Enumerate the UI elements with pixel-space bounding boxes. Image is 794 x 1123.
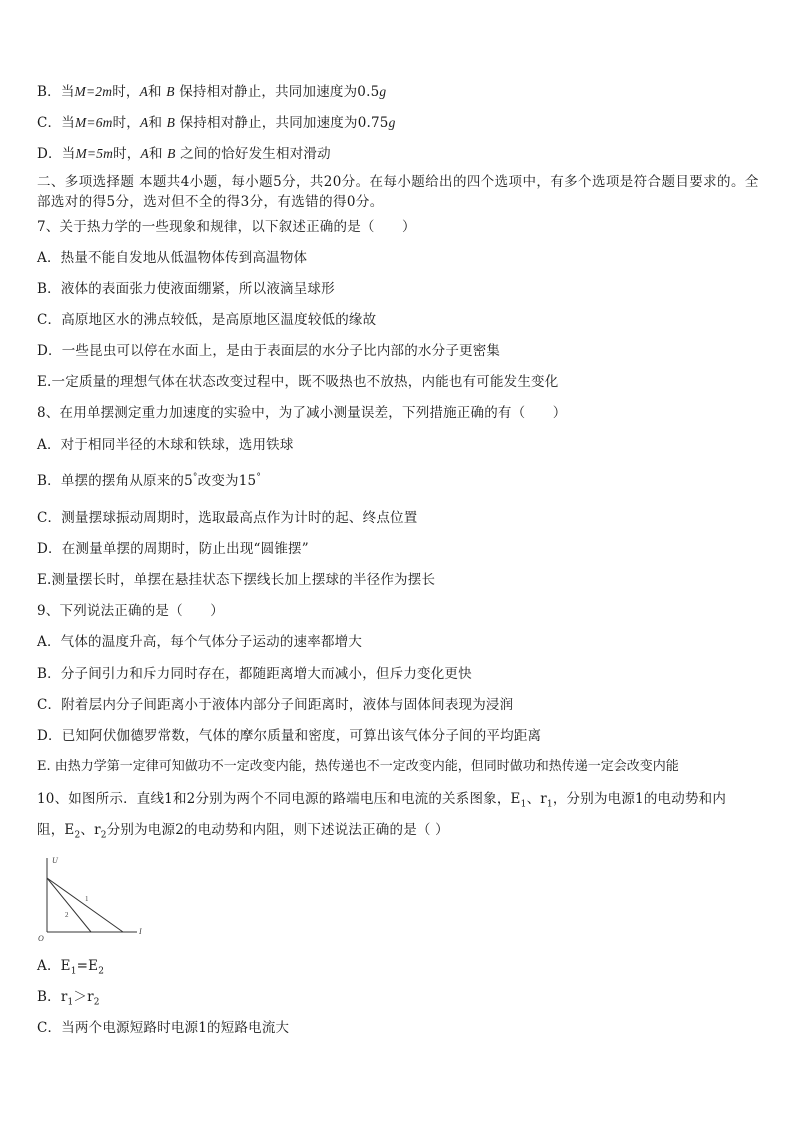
q8-option-a: A．对于相同半径的木球和铁球，选用铁球 — [37, 437, 294, 453]
q10-stem-line1: 10、如图所示．直线1和2分别为两个不同电源的路端电压和电流的关系图象，$E_1$、$r_1$，分别为电源1的电动势和内 — [37, 791, 727, 810]
q7-option-a: A．热量不能自发地从低温物体传到高温物体 — [37, 250, 308, 266]
q6-option-b: B．当M=2m时，A和 B 保持相对静止，共同加速度为0.5g — [37, 84, 387, 100]
q7-option-b: B．液体的表面张力使液面绷紧，所以液滴呈球形 — [37, 281, 335, 297]
x-axis-label: I — [139, 927, 142, 936]
q6-option-d: D．当M=5m时，A和 B 之间的恰好发生相对滑动 — [37, 146, 331, 162]
q8-option-c: C．测量摆球振动周期时，选取最高点作为计时的起、终点位置 — [37, 510, 418, 526]
q10-option-b: B．$r_1>r_2$ — [37, 989, 100, 1008]
q10-option-c: C．当两个电源短路时电源1的短路电流大 — [37, 1020, 290, 1036]
u-i-graph — [37, 852, 147, 944]
section-2-instructions: 二、多项选择题 本题共4小题，每小题5分，共20分。在每小题给出的四个选项中，有多个选项是符合题目要求的。全部选对的得5分，选对但不全的得3分，有选错的得0分。 — [37, 174, 759, 210]
q8-stem: 8、在用单摆测定重力加速度的实验中，为了减小测量误差，下列措施正确的有（ ） — [37, 405, 567, 421]
q7-stem: 7、关于热力学的一些现象和规律，以下叙述正确的是（ ） — [37, 219, 416, 235]
q10-stem-line2: 阻，$E_2$、$r_2$分别为电源2的电动势和内阻，则下述说法正确的是（ ） — [37, 822, 449, 841]
q9-option-d: D．已知阿伏伽德罗常数，气体的摩尔质量和密度，可算出该气体分子间的平均距离 — [37, 728, 542, 744]
q8-option-b: B．单摆的摆角从原来的5°改变为15° — [37, 472, 262, 489]
q9-option-a: A．气体的温度升高，每个气体分子运动的速率都增大 — [37, 634, 363, 650]
q9-option-e: E. 由热力学第一定律可知做功不一定改变内能，热传递也不一定改变内能，但同时做功和热传递一定会改变内能 — [37, 759, 679, 774]
q7-option-c: C．高原地区水的沸点较低，是高原地区温度较低的缘故 — [37, 312, 377, 328]
q9-option-c: C．附着层内分子间距离小于液体内部分子间距离时，液体与固体间表现为浸润 — [37, 697, 514, 713]
q6-option-c: C．当M=6m时，A和 B 保持相对静止，共同加速度为0.75g — [37, 115, 396, 131]
line-2-label: 2 — [65, 911, 69, 919]
line-1-label: 1 — [85, 895, 89, 903]
q8-option-e: E.测量摆长时，单摆在悬挂状态下摆线长加上摆球的半径作为摆长 — [37, 572, 436, 588]
q9-option-b: B．分子间引力和斥力同时存在，都随距离增大而减小，但斥力变化更快 — [37, 666, 472, 682]
q10-option-a: A．$E_1=E_2$ — [37, 958, 105, 977]
q7-option-d: D．一些昆虫可以停在水面上，是由于表面层的水分子比内部的水分子更密集 — [37, 343, 501, 359]
origin-label: O — [38, 934, 44, 943]
q7-option-e: E.一定质量的理想气体在状态改变过程中，既不吸热也不放热，内能也有可能发生变化 — [37, 374, 559, 390]
q8-option-d: D．在测量单摆的周期时，防止出现“圆锥摆” — [37, 541, 309, 557]
q9-stem: 9、下列说法正确的是（ ） — [37, 603, 224, 619]
y-axis-label: U — [52, 856, 58, 865]
